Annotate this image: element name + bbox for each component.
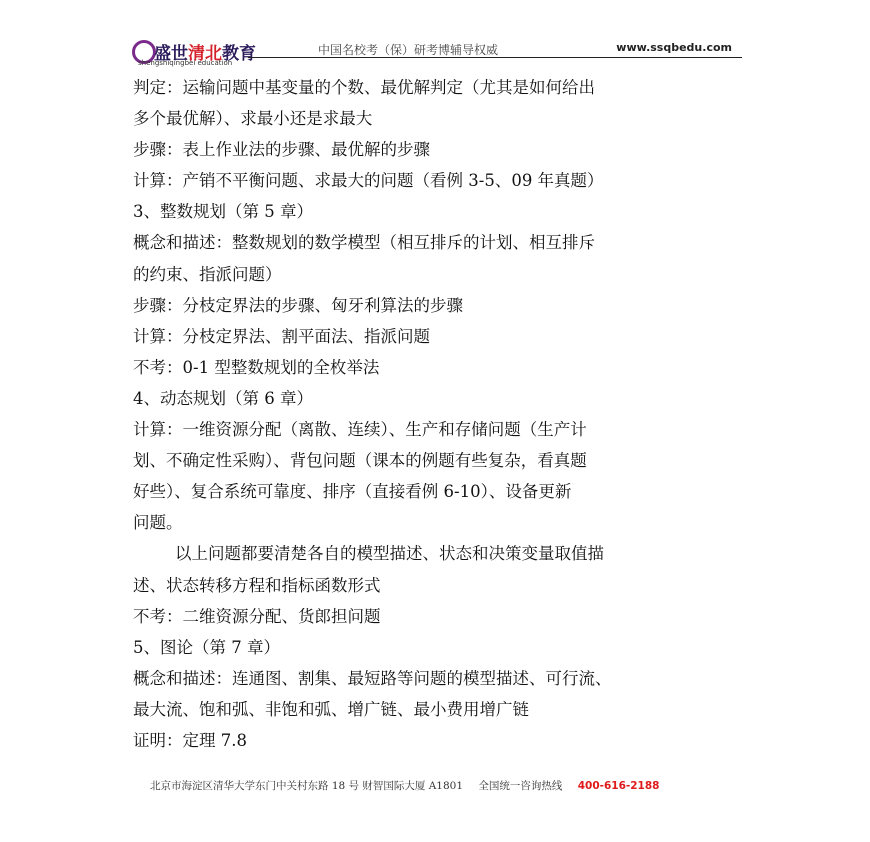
text-line: 计算：一维资源分配（离散、连续）、生产和存储问题（生产计 <box>133 420 587 440</box>
section-heading: 3、整数规划（第 5 章） <box>133 202 313 222</box>
page-footer <box>150 778 659 793</box>
text-line: 述、状态转移方程和指标函数形式 <box>133 575 381 595</box>
page-header <box>130 38 742 68</box>
logo-text-c: 教育 <box>222 44 256 64</box>
header-tagline: 中国名校考（保）研考博辅导权威 <box>318 43 499 57</box>
logo-text-b: 清北 <box>188 44 222 64</box>
text-line: 判定：运输问题中基变量的个数、最优解判定（尤其是如何给出 <box>133 78 595 97</box>
logo-subtitle: shengshiqingbei education <box>138 59 233 67</box>
text-line: 以上问题都要清楚各自的模型描述、状态和决策变量取值描 <box>175 544 604 564</box>
logo-text-a: 盛世 <box>154 44 188 64</box>
text-line: 计算：分枝定界法、割平面法、指派问题 <box>133 326 430 346</box>
header-website: www.ssqbedu.com <box>616 41 732 54</box>
text-line: 不考：二维资源分配、货郎担问题 <box>133 606 381 626</box>
text-line: 不考：0-1 型整数规划的全枚举法 <box>133 357 380 377</box>
footer-hotline-label: 全国统一咨询热线 <box>478 780 563 792</box>
text-line: 最大流、饱和弧、非饱和弧、增广链、最小费用增广链 <box>133 699 529 719</box>
footer-address: 北京市海淀区清华大学东门中关村东路 18 号 财智国际大厦 A1801 <box>150 780 464 792</box>
footer-phone: 400-616-2188 <box>577 780 660 792</box>
section-heading: 4、动态规划（第 6 章） <box>133 388 313 408</box>
text-line: 步骤：分枝定界法的步骤、匈牙利算法的步骤 <box>133 295 463 315</box>
text-line: 问题。 <box>133 513 183 533</box>
text-line: 概念和描述：连通图、割集、最短路等问题的模型描述、可行流、 <box>133 668 612 688</box>
text-line: 多个最优解）、求最小还是求最大 <box>133 109 373 129</box>
document-body <box>133 72 745 756</box>
text-line: 划、不确定性采购）、背包问题（课本的例题有些复杂，看真题 <box>133 451 587 471</box>
text-line: 计算：产销不平衡问题、求最大的问题（看例 3-5、09 年真题） <box>133 171 604 191</box>
text-line: 的约束、指派问题） <box>133 264 282 284</box>
section-heading: 5、图论（第 7 章） <box>133 637 280 657</box>
text-line: 概念和描述：整数规划的数学模型（相互排斥的计划、相互排斥 <box>133 233 595 253</box>
text-line: 步骤：表上作业法的步骤、最优解的步骤 <box>133 140 430 160</box>
text-line: 证明：定理 7.8 <box>133 730 247 750</box>
text-line: 好些）、复合系统可靠度、排序（直接看例 6-10）、设备更新 <box>133 482 572 502</box>
